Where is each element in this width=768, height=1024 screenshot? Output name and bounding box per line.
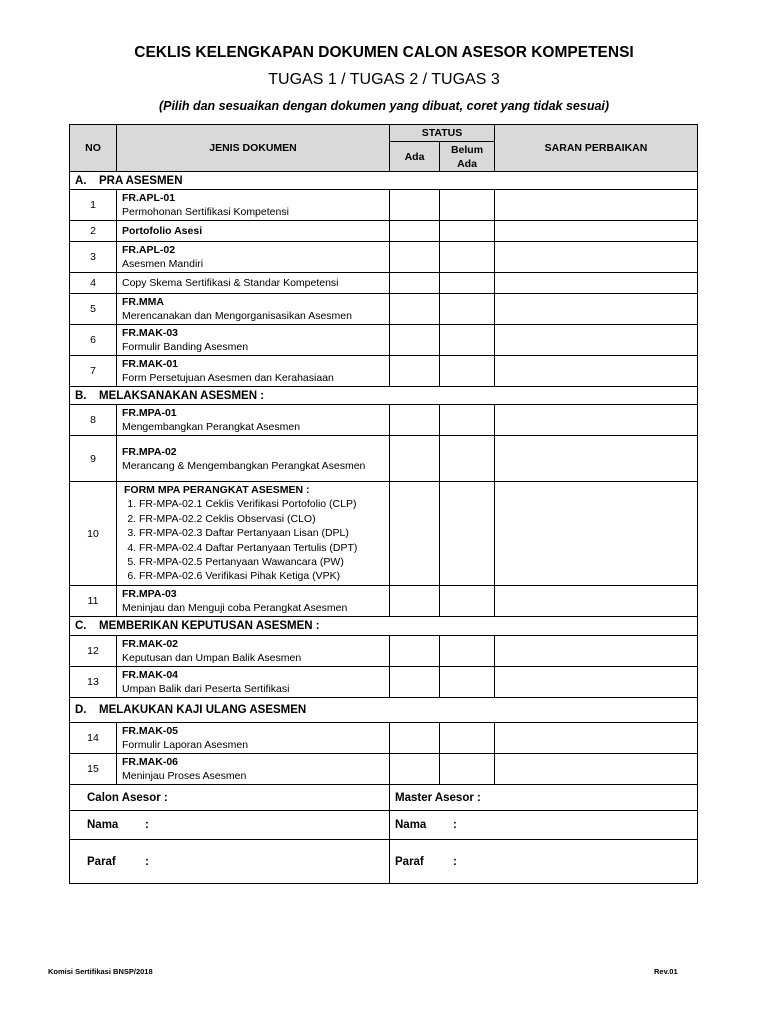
- row-number: 9: [70, 436, 117, 482]
- document-row: [70, 242, 698, 273]
- document-description: Meninjau Proses Asesmen: [122, 770, 247, 782]
- header-status: STATUS: [390, 125, 495, 142]
- saran-perbaikan-cell[interactable]: [495, 325, 698, 356]
- row-number: 10: [70, 482, 117, 586]
- status-belum-ada-cell[interactable]: [440, 586, 495, 617]
- document-row: [70, 667, 698, 698]
- section-header: [70, 387, 698, 405]
- status-ada-cell[interactable]: [390, 482, 440, 586]
- colon: :: [145, 855, 149, 868]
- document-row: [70, 273, 698, 294]
- row-number: 2: [70, 221, 117, 242]
- document-code: FR.MPA-03: [122, 588, 177, 600]
- document-subtitle: TUGAS 1 / TUGAS 2 / TUGAS 3: [268, 71, 500, 88]
- colon: :: [453, 855, 457, 868]
- header-belum-ada: Belum Ada: [440, 142, 495, 172]
- status-ada-cell[interactable]: [390, 325, 440, 356]
- section-title-text: MEMBERIKAN KEPUTUSAN ASESMEN :: [99, 620, 320, 632]
- document-row: [70, 586, 698, 617]
- instruction-text: (Pilih dan sesuaikan dengan dokumen yang dibuat, coret yang tidak sesuai): [158, 99, 610, 113]
- document-row: [70, 405, 698, 436]
- document-cell: [117, 436, 390, 482]
- saran-perbaikan-cell[interactable]: [495, 754, 698, 785]
- header-jenis-dokumen: JENIS DOKUMEN: [117, 125, 390, 172]
- document-row: [70, 636, 698, 667]
- document-description: Asesmen Mandiri: [122, 258, 204, 270]
- section-title-text: MELAKSANAKAN ASESMEN :: [99, 389, 265, 402]
- row-number: 12: [70, 636, 117, 667]
- document-code: FR.MPA-02: [122, 445, 177, 458]
- document-description: Copy Skema Sertifikasi & Standar Kompetensi: [122, 277, 339, 289]
- saran-perbaikan-cell[interactable]: [495, 242, 698, 273]
- row-number: 6: [70, 325, 117, 356]
- document-cell: [117, 294, 390, 325]
- master-paraf-field[interactable]: [390, 840, 698, 884]
- row-number: 13: [70, 667, 117, 698]
- status-ada-cell[interactable]: [390, 190, 440, 221]
- row-number: 7: [70, 356, 117, 387]
- section-title: [70, 387, 698, 405]
- signature-block: [70, 785, 698, 884]
- footer-right: Rev.01: [654, 967, 678, 976]
- row-number: 4: [70, 273, 117, 294]
- form-list-item: 2. FR-MPA-02.2 Ceklis Observasi (CLO): [139, 512, 384, 526]
- document-cell: [117, 273, 390, 294]
- form-list-item: 1. FR-MPA-02.1 Ceklis Verifikasi Portofolio (CLP): [139, 497, 384, 511]
- status-belum-ada-cell[interactable]: [440, 221, 495, 242]
- document-cell: [117, 723, 390, 754]
- status-ada-cell[interactable]: [390, 586, 440, 617]
- document-description: Umpan Balik dari Peserta Sertifikasi: [122, 683, 290, 695]
- document-description: Merancang & Mengembangkan Perangkat Asesmen: [122, 459, 366, 472]
- document-cell: [117, 221, 390, 242]
- status-belum-ada-cell[interactable]: [440, 436, 495, 482]
- form-list-item: 4. FR-MPA-02.4 Daftar Pertanyaan Tertulis (DPT): [139, 541, 384, 555]
- document-cell: [117, 190, 390, 221]
- document-description: Permohonan Sertifikasi Kompetensi: [122, 206, 289, 218]
- status-belum-ada-cell[interactable]: [440, 482, 495, 586]
- document-row: [70, 356, 698, 387]
- status-belum-ada-cell[interactable]: [440, 190, 495, 221]
- document-row: [70, 482, 698, 586]
- document-code: FR.MAK-03: [122, 327, 179, 339]
- form-group-title: FORM MPA PERANGKAT ASESMEN :: [124, 484, 310, 497]
- status-ada-cell[interactable]: [390, 667, 440, 698]
- saran-perbaikan-cell[interactable]: [495, 586, 698, 617]
- section-header: [70, 172, 698, 190]
- document-description: Mengembangkan Perangkat Asesmen: [122, 421, 301, 433]
- paraf-label: Paraf: [87, 855, 116, 868]
- colon: :: [453, 819, 457, 831]
- document-code: Portofolio Asesi: [122, 225, 203, 237]
- saran-perbaikan-cell[interactable]: [495, 482, 698, 586]
- section-title: [70, 172, 698, 190]
- document-description: Form Persetujuan Asesmen dan Kerahasiaan: [122, 372, 334, 384]
- status-belum-ada-cell[interactable]: [440, 754, 495, 785]
- document-cell: [117, 754, 390, 785]
- document-code: FR.MAK-04: [122, 669, 179, 681]
- section-letter: B.: [75, 389, 87, 402]
- document-code: FR.MAK-05: [122, 725, 179, 737]
- row-number: 15: [70, 754, 117, 785]
- status-belum-ada-cell[interactable]: [440, 294, 495, 325]
- row-number: 8: [70, 405, 117, 436]
- status-belum-ada-cell[interactable]: [440, 242, 495, 273]
- header-ada: Ada: [390, 142, 440, 172]
- status-ada-cell[interactable]: [390, 356, 440, 387]
- document-code: FR.MAK-06: [122, 756, 179, 768]
- document-row: [70, 723, 698, 754]
- document-title: CEKLIS KELENGKAPAN DOKUMEN CALON ASESOR KOMPETENSI: [134, 44, 634, 61]
- status-belum-ada-cell[interactable]: [440, 405, 495, 436]
- form-list-item: 3. FR-MPA-02.3 Daftar Pertanyaan Lisan (DPL): [139, 526, 384, 540]
- document-row: [70, 221, 698, 242]
- saran-perbaikan-cell[interactable]: [495, 723, 698, 754]
- document-row: [70, 294, 698, 325]
- document-description: Formulir Banding Asesmen: [122, 341, 249, 353]
- document-cell: [117, 242, 390, 273]
- section-header: [70, 698, 698, 723]
- status-ada-cell[interactable]: [390, 723, 440, 754]
- status-ada-cell[interactable]: [390, 754, 440, 785]
- footer-left: Komisi Sertifikasi BNSP/2018: [48, 967, 153, 976]
- section-letter: D.: [75, 704, 87, 716]
- document-cell: [117, 325, 390, 356]
- row-number: 5: [70, 294, 117, 325]
- saran-perbaikan-cell[interactable]: [495, 273, 698, 294]
- section-header: [70, 617, 698, 636]
- status-ada-cell[interactable]: [390, 636, 440, 667]
- document-row: [70, 436, 698, 482]
- row-number: 14: [70, 723, 117, 754]
- status-belum-ada-cell[interactable]: [440, 273, 495, 294]
- status-ada-cell[interactable]: [390, 294, 440, 325]
- calon-asesor-label: Calon Asesor :: [70, 785, 390, 811]
- status-ada-cell[interactable]: [390, 221, 440, 242]
- saran-perbaikan-cell[interactable]: [495, 405, 698, 436]
- row-number: 3: [70, 242, 117, 273]
- document-cell: [117, 356, 390, 387]
- document-description: Formulir Laporan Asesmen: [122, 739, 249, 751]
- document-cell: [117, 667, 390, 698]
- header-saran-perbaikan: SARAN PERBAIKAN: [495, 125, 698, 172]
- status-belum-ada-cell[interactable]: [440, 723, 495, 754]
- calon-nama-field[interactable]: [70, 811, 390, 840]
- saran-perbaikan-cell[interactable]: [495, 436, 698, 482]
- checklist-table: [69, 124, 698, 884]
- status-belum-ada-cell[interactable]: [440, 667, 495, 698]
- section-letter: C.: [75, 620, 87, 632]
- document-description: Meninjau dan Menguji coba Perangkat Asesmen: [122, 602, 348, 614]
- saran-perbaikan-cell[interactable]: [495, 294, 698, 325]
- status-belum-ada-cell[interactable]: [440, 325, 495, 356]
- row-number: 11: [70, 586, 117, 617]
- form-list-item: 6. FR-MPA-02.6 Verifikasi Pihak Ketiga (VPK): [139, 569, 384, 583]
- checklist-body: [70, 172, 698, 785]
- section-letter: A.: [75, 174, 87, 187]
- saran-perbaikan-cell[interactable]: [495, 636, 698, 667]
- document-code: FR.MAK-01: [122, 358, 179, 370]
- document-code: FR.MPA-01: [122, 407, 177, 419]
- document-cell: [117, 636, 390, 667]
- saran-perbaikan-cell[interactable]: [495, 190, 698, 221]
- nama-label: Nama: [87, 819, 119, 831]
- saran-perbaikan-cell[interactable]: [495, 667, 698, 698]
- calon-paraf-field[interactable]: [70, 840, 390, 884]
- status-ada-cell[interactable]: [390, 405, 440, 436]
- document-description: Merencanakan dan Mengorganisasikan Asesmen: [122, 310, 352, 322]
- status-belum-ada-cell[interactable]: [440, 636, 495, 667]
- document-cell: [117, 586, 390, 617]
- status-ada-cell[interactable]: [390, 436, 440, 482]
- colon: :: [145, 819, 149, 831]
- paraf-label: Paraf: [395, 855, 424, 868]
- document-code: FR.MAK-02: [122, 638, 179, 650]
- document-cell: [117, 405, 390, 436]
- form-list: [122, 497, 384, 583]
- section-title: [70, 617, 698, 636]
- document-code: FR.MMA: [122, 296, 164, 308]
- master-asesor-label: Master Asesor :: [390, 785, 698, 811]
- status-belum-ada-cell[interactable]: [440, 356, 495, 387]
- document-description: Keputusan dan Umpan Balik Asesmen: [122, 652, 302, 664]
- status-ada-cell[interactable]: [390, 242, 440, 273]
- section-title: [70, 698, 698, 723]
- document-row: [70, 325, 698, 356]
- saran-perbaikan-cell[interactable]: [495, 221, 698, 242]
- document-cell: [117, 482, 390, 586]
- document-code: FR.APL-01: [122, 192, 176, 204]
- master-nama-field[interactable]: [390, 811, 698, 840]
- document-row: [70, 190, 698, 221]
- saran-perbaikan-cell[interactable]: [495, 356, 698, 387]
- status-ada-cell[interactable]: [390, 273, 440, 294]
- document-code: FR.APL-02: [122, 244, 176, 256]
- nama-label: Nama: [395, 819, 427, 831]
- section-title-text: MELAKUKAN KAJI ULANG ASESMEN: [99, 704, 307, 716]
- form-list-item: 5. FR-MPA-02.5 Pertanyaan Wawancara (PW): [139, 555, 384, 569]
- header-no: NO: [70, 125, 117, 172]
- section-title-text: PRA ASESMEN: [99, 174, 183, 187]
- document-row: [70, 754, 698, 785]
- row-number: 1: [70, 190, 117, 221]
